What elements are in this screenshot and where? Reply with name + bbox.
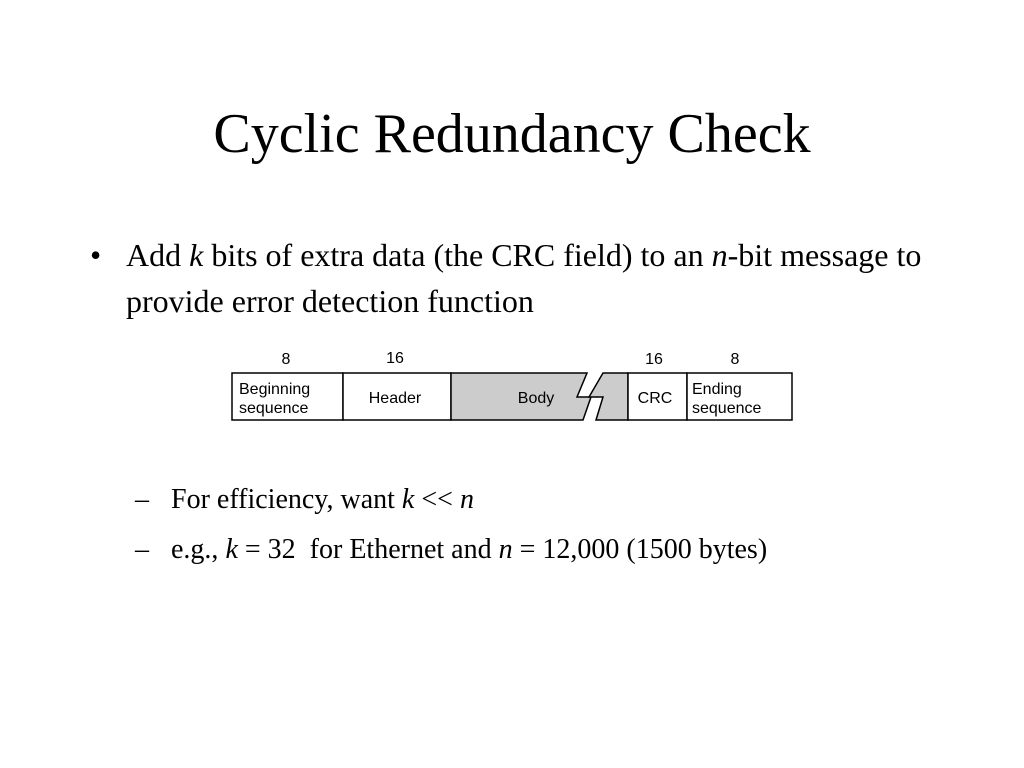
sub-bullet-marker: – — [135, 534, 149, 565]
body-box-right — [589, 373, 628, 420]
size-label-crc: 16 — [645, 351, 663, 368]
size-label-ending: 8 — [730, 351, 740, 368]
ending-label-line1: Ending — [692, 381, 742, 398]
crc-frame-diagram — [225, 342, 805, 432]
bullet-text-part-1: Add — [126, 237, 190, 273]
ending-label-line2: sequence — [692, 400, 762, 417]
sub-bullet-marker: – — [135, 484, 149, 515]
variable-n: n — [711, 237, 728, 273]
size-label-header: 16 — [386, 350, 404, 367]
example-part-2: = 32 for Ethernet and — [237, 534, 499, 565]
beginning-label-line2: sequence — [239, 400, 309, 417]
variable-k: k — [189, 237, 204, 273]
beginning-label-line1: Beginning — [239, 381, 311, 398]
sub-bullet-text — [171, 481, 474, 519]
efficiency-part-2: << — [414, 484, 460, 515]
example-part-3: = 12,000 (1500 bytes) — [512, 534, 768, 565]
bullet-marker: • — [90, 237, 102, 273]
variable-n: n — [459, 484, 474, 515]
example-part-1: e.g., — [171, 534, 226, 565]
variable-k: k — [225, 534, 238, 565]
crc-label: CRC — [637, 390, 673, 407]
bullet-text-part-2: bits of extra data (the CRC field) to an — [203, 237, 712, 273]
header-label: Header — [368, 390, 422, 407]
slide-title: Cyclic Redundancy Check — [213, 103, 811, 165]
bullet-text-part-3: -bit message to provide error detection function — [126, 237, 922, 319]
sub-bullet-text — [171, 531, 767, 569]
bullet-text — [126, 232, 956, 324]
body-label: Body — [517, 390, 555, 407]
size-label-beginning: 8 — [281, 351, 291, 368]
variable-n: n — [498, 534, 513, 565]
variable-k: k — [401, 484, 415, 515]
efficiency-part-1: For efficiency, want — [171, 484, 402, 515]
